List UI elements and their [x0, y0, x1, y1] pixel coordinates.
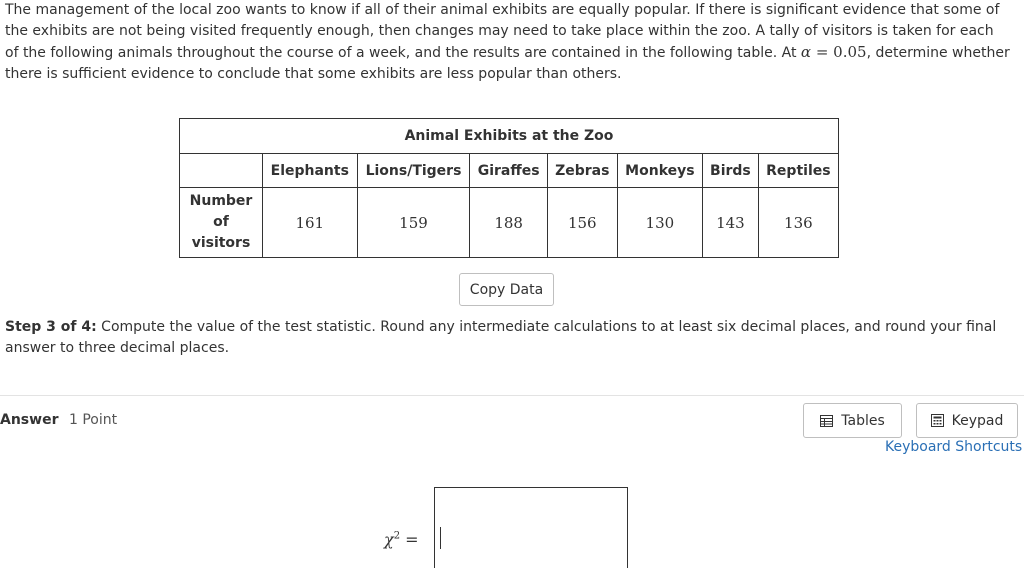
keypad-icon — [931, 414, 944, 427]
column-header: Elephants — [263, 154, 358, 188]
tables-label: Tables — [841, 412, 885, 429]
table-cell: 161 — [263, 188, 358, 258]
column-header: Birds — [703, 154, 759, 188]
keyboard-shortcuts-link[interactable]: Keyboard Shortcuts — [885, 439, 1023, 455]
table-caption: Animal Exhibits at the Zoo — [180, 119, 839, 154]
alpha-symbol: α — [800, 43, 812, 61]
problem-text: The management of the local zoo wants to know if all of their animal exhibits are equally popular. If there is significant evidence that some of the exhibits are not being visited frequently enough, then changes may need to take place within the zoo. A tally of visitors is taken for each of the following animals throughout the course of a week, and the results are contained in the following table. At — [5, 2, 1000, 61]
table-row — [180, 188, 839, 258]
column-header: Giraffes — [470, 154, 548, 188]
keypad-button[interactable] — [916, 403, 1018, 438]
text-cursor — [440, 527, 441, 549]
tables-button[interactable] — [803, 403, 902, 438]
table-cell: 136 — [758, 188, 838, 258]
chi-square-label: $\chi^2$ = — [384, 530, 419, 549]
points-label: 1 Point — [69, 412, 118, 428]
problem-text-end: , determine whether there is sufficient evidence to conclude that some exhibits are less popular than others. — [5, 45, 1010, 82]
step-number: Step 3 of 4: — [5, 319, 97, 335]
answer-input[interactable] — [434, 487, 628, 568]
table-cell: 156 — [547, 188, 617, 258]
copy-data-button[interactable]: Copy Data — [459, 273, 554, 306]
table-cell: 159 — [357, 188, 470, 258]
header-blank-cell — [180, 154, 263, 188]
row-label: Number of visitors — [180, 188, 263, 258]
answer-label: Answer — [0, 412, 59, 428]
column-header: Zebras — [547, 154, 617, 188]
step-instructions — [5, 317, 1015, 359]
table-header-row — [180, 154, 839, 188]
column-header: Reptiles — [758, 154, 838, 188]
column-header: Lions/Tigers — [357, 154, 470, 188]
table-icon — [820, 415, 833, 427]
step-text: Compute the value of the test statistic. Round any intermediate calculations to at least six decimal places, and round your final answer to three decimal places. — [5, 319, 997, 356]
zoo-data-table — [179, 118, 839, 258]
keypad-label: Keypad — [951, 412, 1004, 429]
table-cell: 188 — [470, 188, 548, 258]
problem-statement — [5, 0, 1010, 85]
column-header: Monkeys — [617, 154, 702, 188]
alpha-value: 0.05 — [833, 43, 867, 61]
alpha-equals: = — [811, 43, 834, 61]
section-divider — [0, 395, 1024, 396]
table-cell: 130 — [617, 188, 702, 258]
table-cell: 143 — [703, 188, 759, 258]
